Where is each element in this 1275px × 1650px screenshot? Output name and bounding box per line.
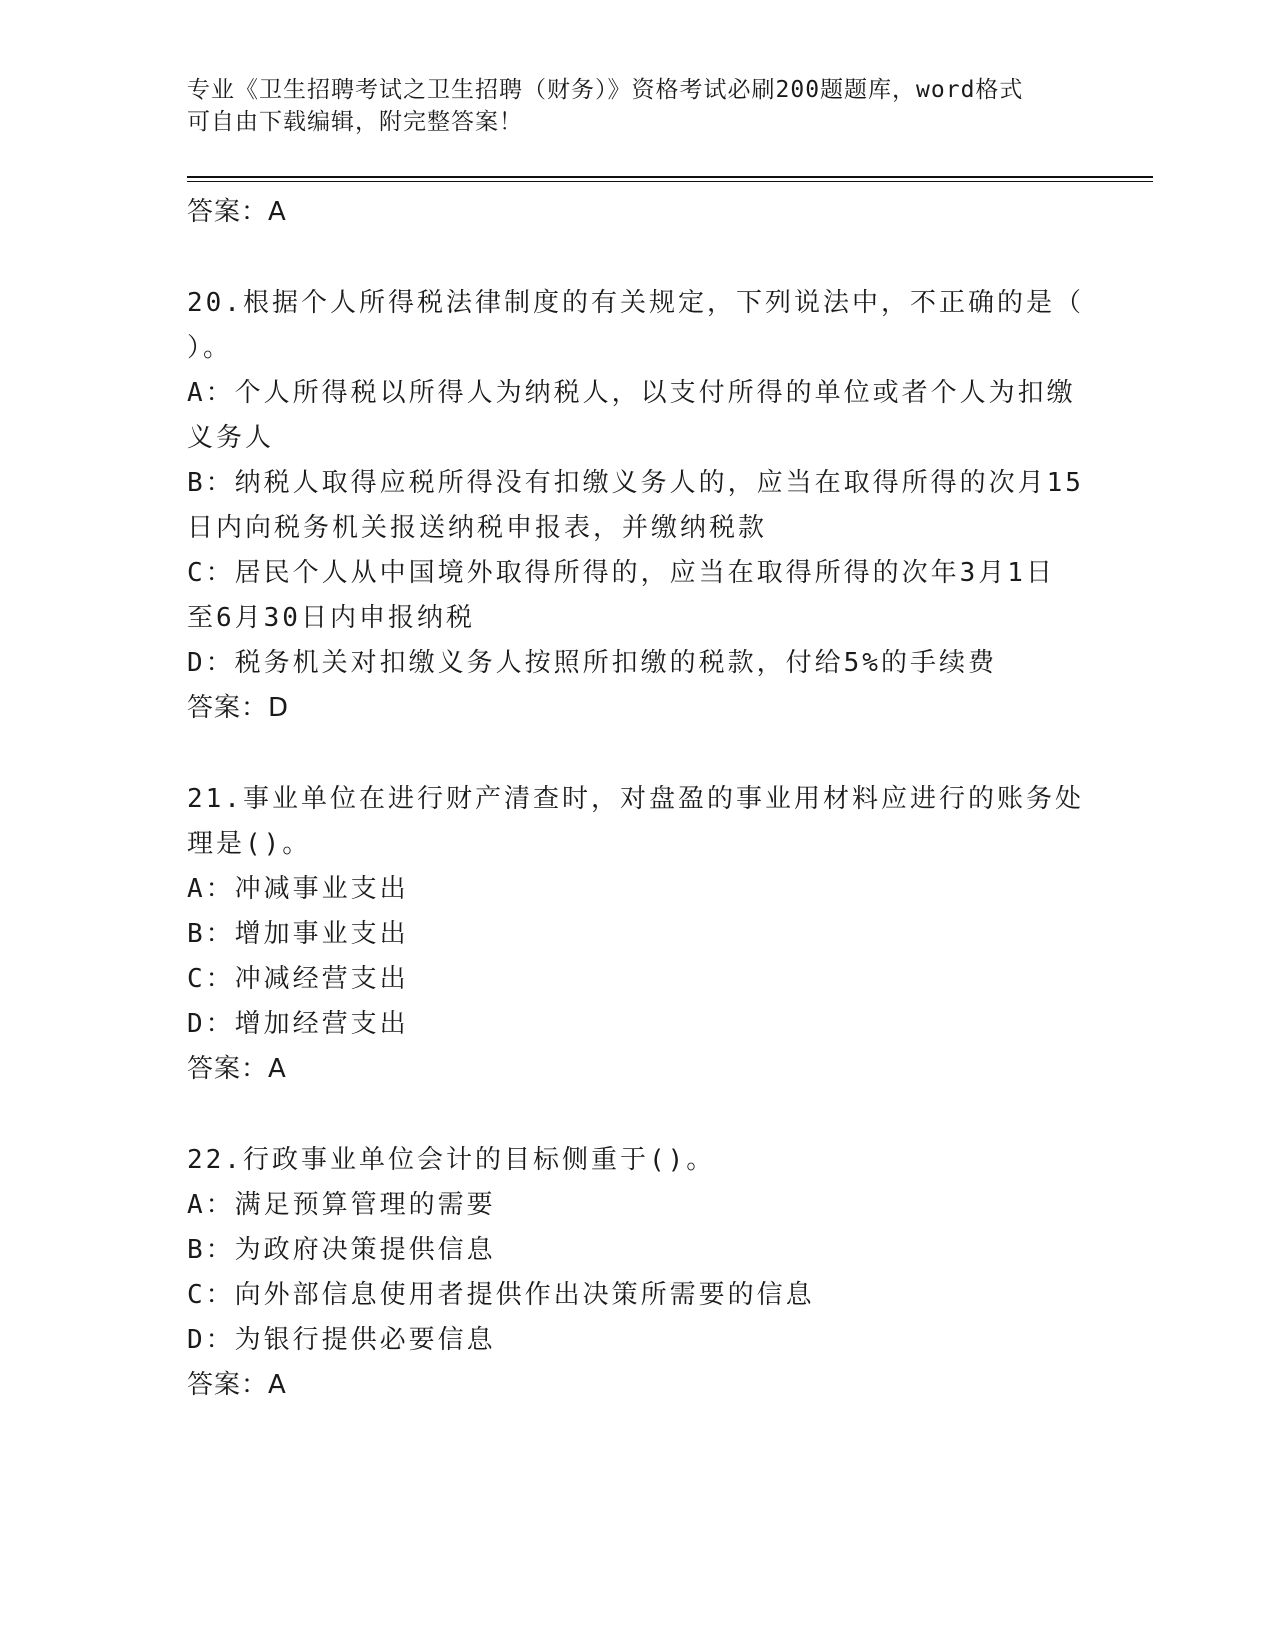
option-d: D：税务机关对扣缴义务人按照所扣缴的税款，付给5%的手续费: [187, 648, 997, 678]
option-a: A：个人所得税以所得人为纳税人，以支付所得的单位或者个人为扣缴: [187, 378, 1076, 408]
question-stem-line: 20.根据个人所得税法律制度的有关规定，下列说法中，不正确的是（: [187, 288, 1084, 318]
option-b: B：为政府决策提供信息: [187, 1235, 496, 1265]
question-stem-line: 理是()。: [187, 829, 312, 859]
question-22: [187, 1138, 1087, 1408]
option-d: D：增加经营支出: [187, 1009, 409, 1039]
question-stem-line: 21.事业单位在进行财产清查时，对盘盈的事业用材料应进行的账务处: [187, 784, 1084, 814]
option-b: B：增加事业支出: [187, 919, 409, 949]
answer: 答案：D: [187, 693, 290, 723]
answer: 答案：A: [187, 1370, 287, 1400]
option-c: C：冲减经营支出: [187, 964, 409, 994]
option-a: A：冲减事业支出: [187, 874, 409, 904]
option-a: A：满足预算管理的需要: [187, 1190, 496, 1220]
option-c-continued: 至6月30日内申报纳税: [187, 603, 475, 633]
question-list: [187, 190, 1087, 1408]
question-20: [187, 281, 1087, 731]
option-c: C：居民个人从中国境外取得所得的，应当在取得所得的次年3月1日: [187, 558, 1055, 588]
header-line-2: 可自由下载编辑，附完整答案！: [187, 109, 523, 135]
option-a-continued: 义务人: [187, 423, 275, 453]
answer: 答案：A: [187, 1054, 287, 1084]
header-divider-thick: [187, 176, 1153, 178]
option-b-continued: 日内向税务机关报送纳税申报表，并缴纳税款: [187, 513, 768, 543]
option-c: C：向外部信息使用者提供作出决策所需要的信息: [187, 1280, 815, 1310]
option-b: B：纳税人取得应税所得没有扣缴义务人的，应当在取得所得的次月15: [187, 468, 1084, 498]
question-21: [187, 777, 1087, 1092]
question-stem-line: 22.行政事业单位会计的目标侧重于()。: [187, 1145, 716, 1175]
previous-answer: 答案：A: [187, 197, 287, 227]
header-line-1: 专业《卫生招聘考试之卫生招聘（财务）》资格考试必刷200题题库，word格式: [187, 77, 1024, 103]
document-header: [187, 74, 1087, 138]
question-stem-line: ）。: [187, 333, 233, 363]
option-d: D：为银行提供必要信息: [187, 1325, 496, 1355]
header-divider-thin: [187, 181, 1153, 182]
